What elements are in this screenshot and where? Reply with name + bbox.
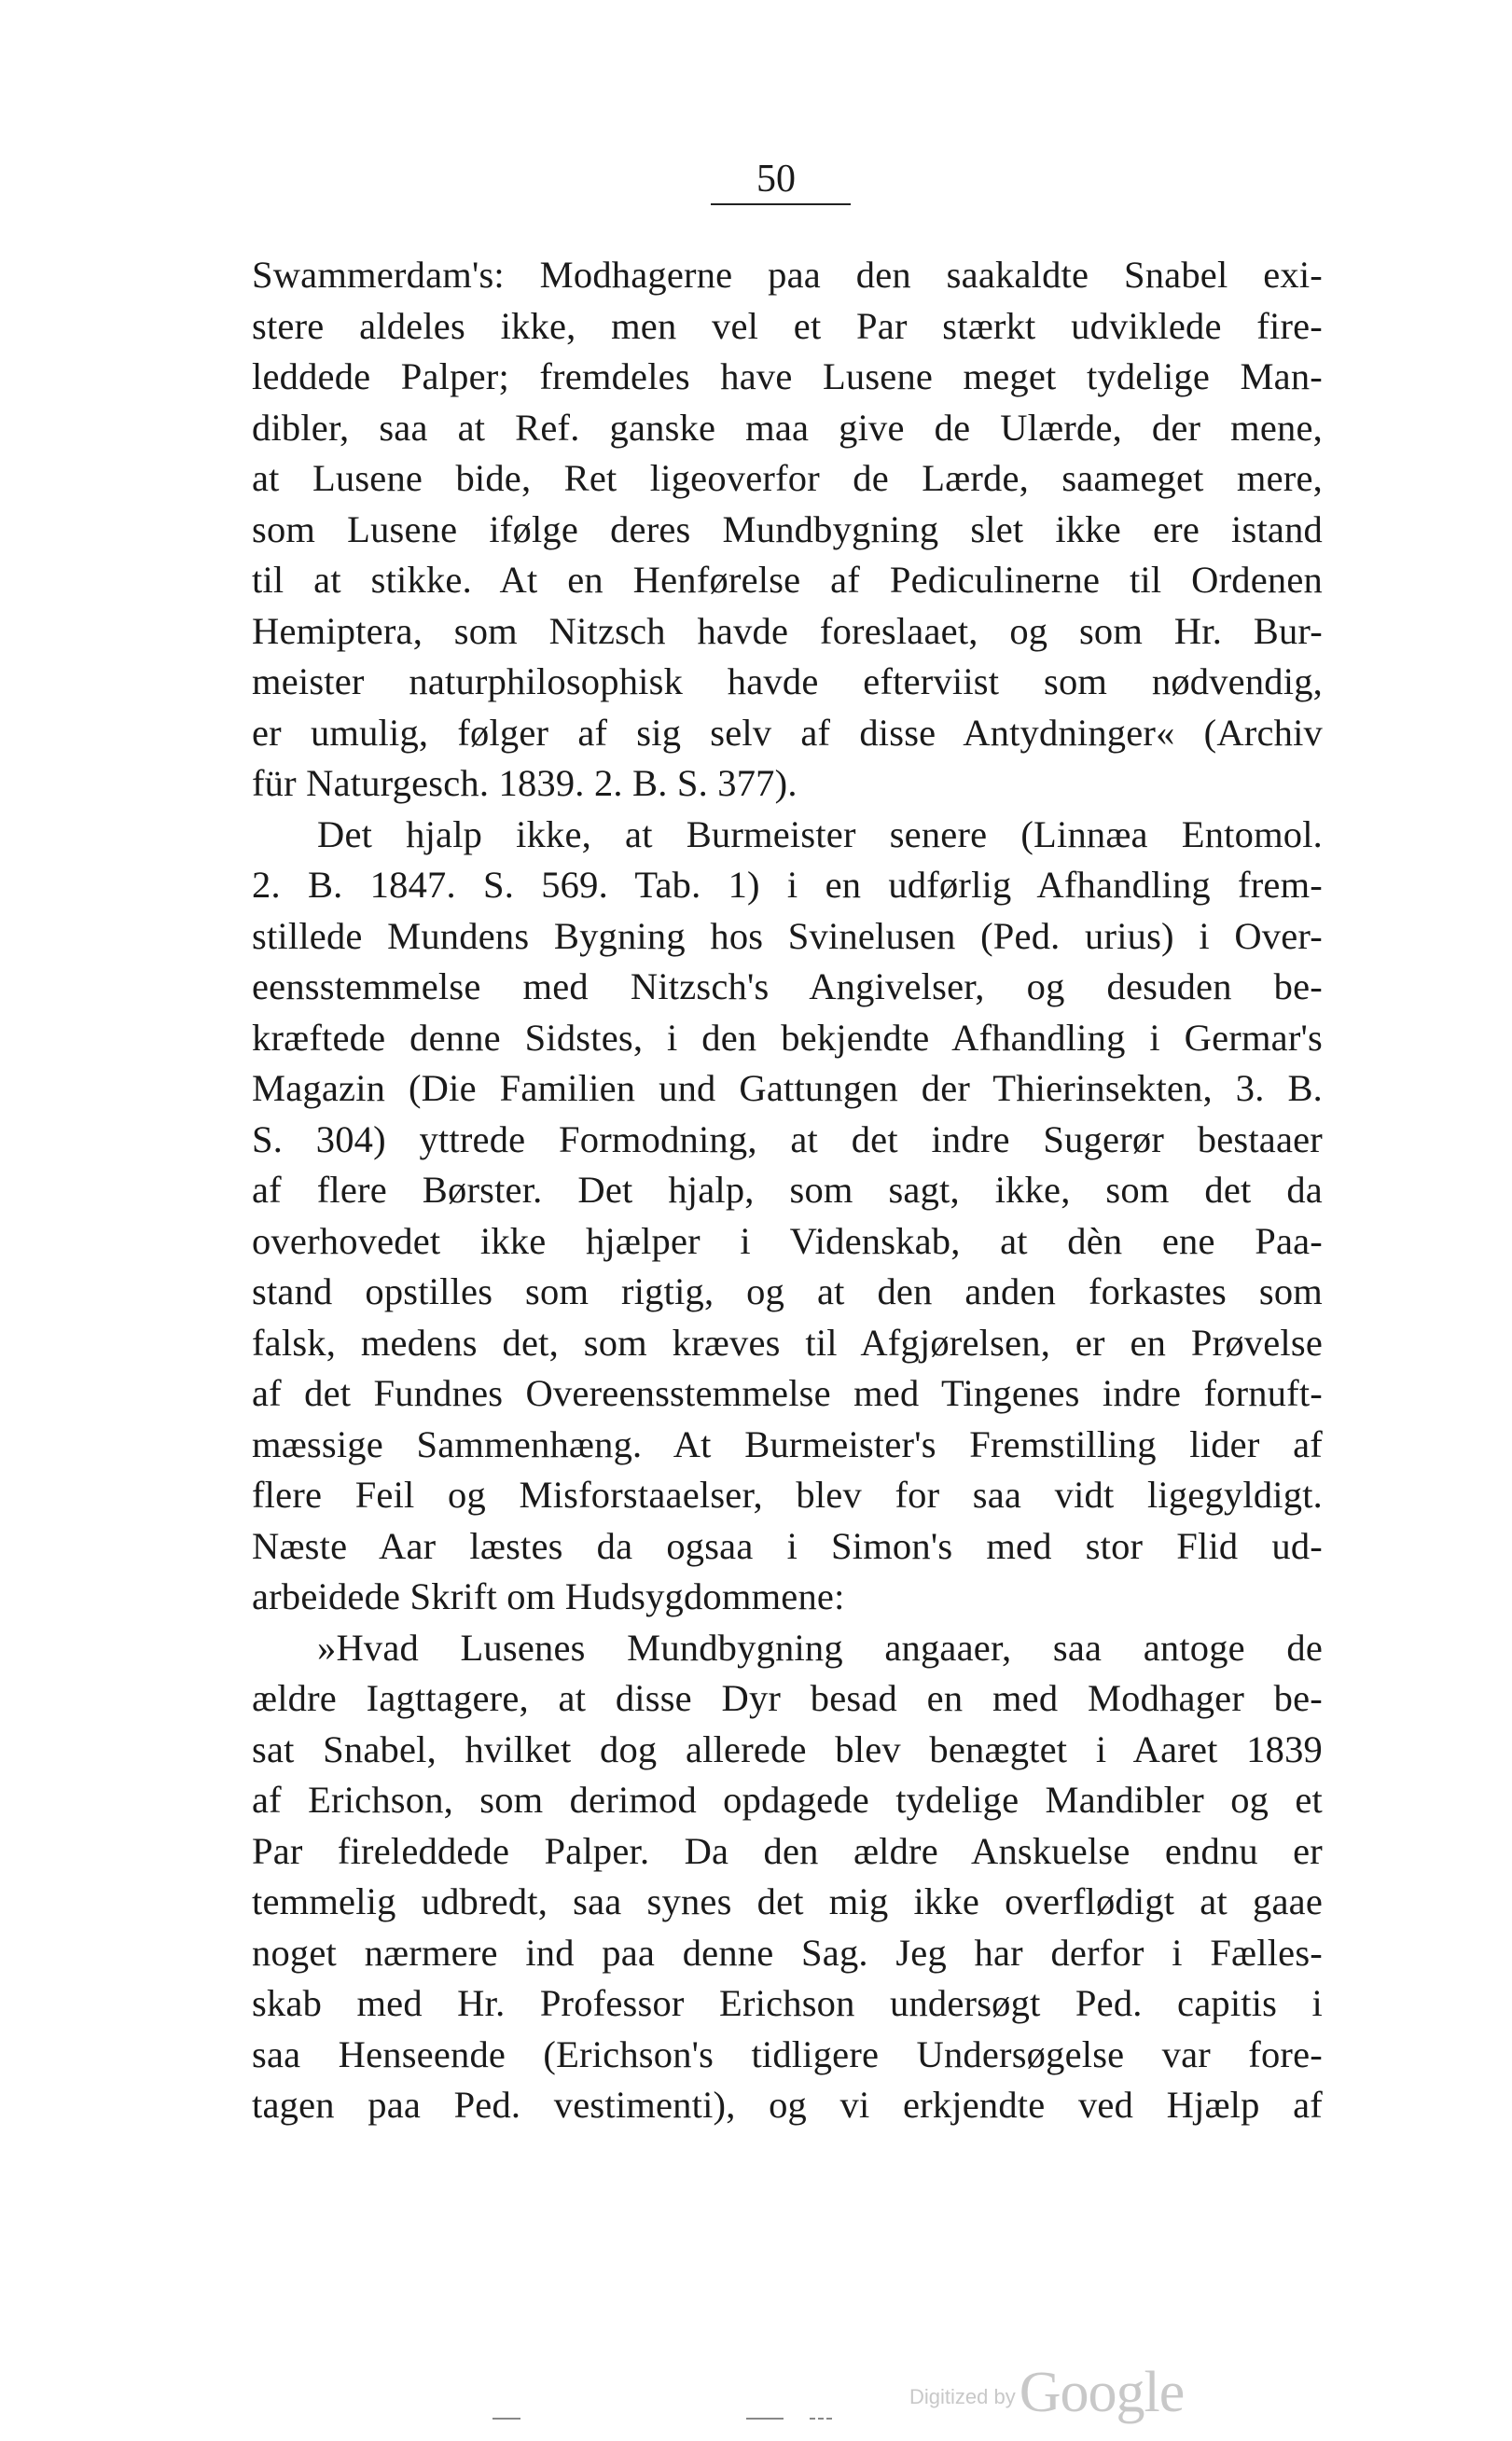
text-line: temmelig udbredt, saa synes det mig ikke overflødigt at gaae bbox=[252, 1880, 1323, 1922]
text-line: stere aldeles ikke, men vel et Par stærkt udviklede fire- bbox=[252, 304, 1323, 347]
page-number-rule bbox=[711, 203, 851, 205]
paragraph-1 bbox=[252, 250, 1323, 810]
text-line: arbeidede Skrift om Hudsygdommene: bbox=[252, 1575, 845, 1617]
text-line: Magazin (Die Familien und Gattungen der Thierinsekten, 3. B. bbox=[252, 1067, 1323, 1109]
text-line: falsk, medens det, som kræves til Afgjørelsen, er en Prøvelse bbox=[252, 1321, 1323, 1364]
scan-mark bbox=[810, 2418, 832, 2420]
text-line: meister naturphilosophisk havde efterviist som nødvendig, bbox=[252, 660, 1323, 702]
text-line: stand opstilles som rigtig, og at den anden forkastes som bbox=[252, 1270, 1323, 1312]
text-line: tagen paa Ped. vestimenti), og vi erkjendte ved Hjælp af bbox=[252, 2084, 1323, 2126]
google-logo: Google bbox=[1019, 2361, 1185, 2424]
paragraph-3-quotation bbox=[252, 1623, 1323, 2131]
text-line: af Erichson, som derimod opdagede tydelige Mandibler og et bbox=[252, 1779, 1323, 1821]
text-line: til at stikke. At en Henførelse af Pediculinerne til Ordenen bbox=[252, 559, 1323, 601]
watermark-prefix: Digitized by bbox=[909, 2385, 1016, 2408]
scan-mark bbox=[746, 2418, 784, 2420]
text-line: S. 304) yttrede Formodning, at det indre Sugerør bestaaer bbox=[252, 1117, 1323, 1160]
paragraph-2 bbox=[252, 810, 1323, 1623]
text-line: Hemiptera, som Nitzsch havde foreslaaet, og som Hr. Bur- bbox=[252, 609, 1323, 652]
text-line: noget nærmere ind paa denne Sag. Jeg har derfor i Fælles- bbox=[252, 1931, 1323, 1974]
page-number: 50 bbox=[756, 158, 796, 201]
text-line: eensstemmelse med Nitzsch's Angivelser, og desuden be- bbox=[252, 965, 1323, 1007]
text-line: Par fireleddede Palper. Da den ældre Anskuelse endnu er bbox=[252, 1829, 1323, 1872]
text-line: at Lusene bide, Ret ligeoverfor de Lærde, saameget mere, bbox=[252, 457, 1323, 499]
text-line: af det Fundnes Overeensstemmelse med Tingenes indre fornuft- bbox=[252, 1372, 1323, 1414]
text-line: som Lusene ifølge deres Mundbygning slet ikke ere istand bbox=[252, 507, 1323, 550]
scan-mark bbox=[492, 2418, 520, 2420]
text-line: er umulig, følger af sig selv af disse Antydninger« (Archiv bbox=[252, 711, 1323, 754]
text-line: sat Snabel, hvilket dog allerede blev benægtet i Aaret 1839 bbox=[252, 1727, 1323, 1770]
text-line: dibler, saa at Ref. ganske maa give de Ulærde, der mene, bbox=[252, 406, 1323, 449]
text-line: overhovedet ikke hjælper i Videnskab, at dèn ene Paa- bbox=[252, 1219, 1323, 1262]
text-line: stillede Mundens Bygning hos Svinelusen (Ped. urius) i Over- bbox=[252, 914, 1323, 957]
text-line: ældre Iagttagere, at disse Dyr besad en med Modhager be- bbox=[252, 1677, 1323, 1719]
text-line: für Naturgesch. 1839. 2. B. S. 377). bbox=[252, 762, 798, 804]
body-text bbox=[252, 250, 1323, 2131]
text-line: Næste Aar læstes da ogsaa i Simon's med stor Flid ud- bbox=[252, 1524, 1323, 1567]
text-line: 2. B. 1847. S. 569. Tab. 1) i en udførlig Afhandling frem- bbox=[252, 864, 1323, 906]
text-line: skab med Hr. Professor Erichson undersøgt Ped. capitis i bbox=[252, 1982, 1323, 2024]
text-line: af flere Børster. Det hjalp, som sagt, ikke, som det da bbox=[252, 1169, 1323, 1211]
text-line: saa Henseende (Erichson's tidligere Undersøgelse var fore- bbox=[252, 2032, 1323, 2075]
digitized-by-google-watermark bbox=[909, 2360, 1184, 2426]
text-line: flere Feil og Misforstaaelser, blev for saa vidt ligegyldigt. bbox=[252, 1474, 1323, 1516]
text-line: Det hjalp ikke, at Burmeister senere (Linnæa Entomol. bbox=[317, 812, 1323, 855]
text-line: leddede Palper; fremdeles have Lusene meget tydelige Man- bbox=[252, 355, 1323, 397]
text-line: »Hvad Lusenes Mundbygning angaaer, saa antoge de bbox=[317, 1626, 1323, 1669]
text-line: kræftede denne Sidstes, i den bekjendte Afhandling i Germar's bbox=[252, 1016, 1323, 1059]
text-line: Swammerdam's: Modhagerne paa den saakaldte Snabel exi- bbox=[252, 254, 1323, 296]
text-line: mæssige Sammenhæng. At Burmeister's Fremstilling lider af bbox=[252, 1422, 1323, 1465]
